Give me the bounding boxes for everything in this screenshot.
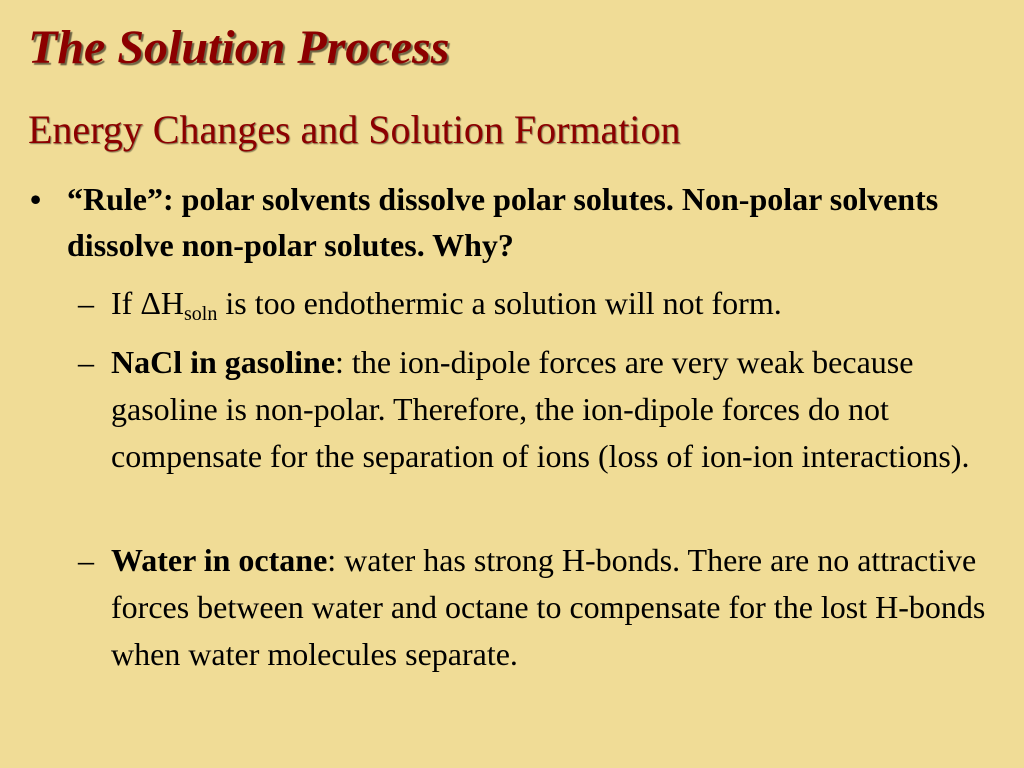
subpoint-rest: : water has strong H-bonds. There are no attractive forces between water and octane to compensate for the lost H-bonds when water molecules separate. <box>111 542 986 672</box>
bullet-text: “Rule”: polar solvents dissolve polar solutes. Non-polar solvents dissolve non-polar solutes. Why? <box>67 181 939 263</box>
subpoint-water-in-octane <box>78 537 998 678</box>
delta-h-symbol: ΔH <box>140 285 184 321</box>
slide-subtitle: Energy Changes and Solution Formation <box>28 107 681 152</box>
bullet-marker: • <box>30 181 42 217</box>
subpoint-rest: : the ion-dipole forces are very weak because gasoline is non-polar. Therefore, the ion-dipole forces do not compensate for the separation of ions (loss of ion-ion interactions). <box>111 344 970 474</box>
subpoint-rest: is too endothermic a solution will not form. <box>217 285 782 321</box>
dash-marker: – <box>78 285 94 321</box>
subpoint-nacl-in-gasoline <box>78 339 998 480</box>
slide-title: The Solution Process <box>28 21 450 74</box>
subpoint-text <box>111 339 998 480</box>
dash-marker: – <box>78 344 94 380</box>
subpoint-bold-term: Water in octane <box>111 542 328 578</box>
dash-marker: – <box>78 542 94 578</box>
subpoint-text <box>111 280 998 327</box>
subpoint-bold-term: NaCl in gasoline <box>111 344 336 380</box>
subpoint-text <box>111 537 998 678</box>
subpoint-prefix: If <box>111 285 141 321</box>
soln-subscript: soln <box>184 303 218 325</box>
bullet-point <box>30 176 990 268</box>
subpoint-endothermic <box>78 280 998 327</box>
